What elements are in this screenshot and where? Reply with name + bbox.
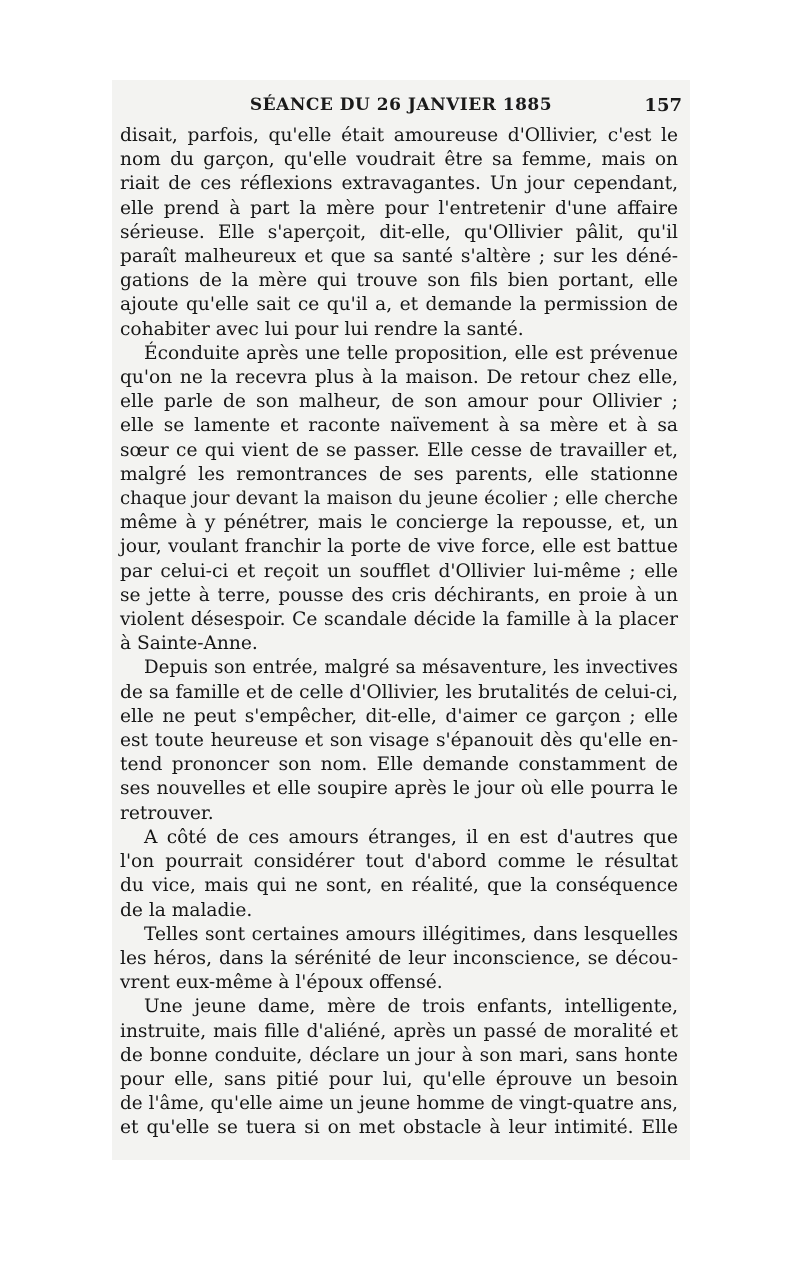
text-line: de l'âme, qu'elle aime un jeune homme de vingt-quatre ans, [120,1093,678,1115]
header-title: SÉANCE DU 26 JANVIER 1885 [249,95,553,115]
text-line: de bonne conduite, déclare un jour à son mari, sans honte [120,1044,678,1066]
text-line: elle se lamente et raconte naïvement à sa mère et à sa [120,415,678,437]
text-line: les héros, dans la sérénité de leur inconscience, se décou- [120,947,678,969]
text-line: du vice, mais qui ne sont, en réalité, que la conséquence [120,875,678,897]
text-line: chaque jour devant la maison du jeune écolier ; elle cherche [120,488,678,510]
text-line: nom du garçon, qu'elle voudrait être sa femme, mais on [120,149,678,171]
text-line: Telles sont certaines amours illégitimes, dans lesquelles [144,923,678,945]
page-number: 157 [644,95,682,116]
text-line: pour elle, sans pitié pour lui, qu'elle éprouve un besoin [120,1068,678,1090]
text-line: est toute heureuse et son visage s'épanouit dès qu'elle en- [120,730,678,752]
text-line: Éconduite après une telle proposition, elle est prévenue [144,342,678,364]
text-line: qu'on ne la recevra plus à la maison. De retour chez elle, [120,367,678,389]
text-line: se jette à terre, pousse des cris déchirants, en proie à un [120,584,678,606]
text-line: jour, voulant franchir la porte de vive force, elle est battue [120,536,678,558]
text-line: Depuis son entrée, malgré sa mésaventure, les invectives [144,657,678,679]
text-line: retrouver. [120,802,214,824]
text-line: riait de ces réflexions extravagantes. Un jour cependant, [120,173,678,195]
text-line: instruite, mais fille d'aliéné, après un passé de moralité et [120,1020,678,1042]
text-line: même à y pénétrer, mais le concierge la repousse, et, un [120,512,678,534]
text-line: l'on pourrait considérer tout d'abord comme le résultat [120,851,678,873]
text-line: de la maladie. [120,899,253,921]
text-line: de sa famille et de celle d'Ollivier, les brutalités de celui-ci, [120,681,678,703]
text-line: par celui-ci et reçoit un soufflet d'Ollivier lui-même ; elle [120,560,678,582]
text-line: ses nouvelles et elle soupire après le jour où elle pourra le [120,778,678,800]
text-line: sœur ce qui vient de se passer. Elle cesse de travailler et, [120,439,678,461]
text-line: violent désespoir. Ce scandale décide la famille à la placer [120,609,678,631]
text-line: et qu'elle se tuera si on met obstacle à leur intimité. Elle [120,1117,678,1139]
text-line: Une jeune dame, mère de trois enfants, intelligente, [144,996,678,1018]
text-line: sérieuse. Elle s'aperçoit, dit-elle, qu'Ollivier pâlit, qu'il [120,221,678,243]
text-line: ajoute qu'elle sait ce qu'il a, et demande la permission de [120,294,678,316]
text-line: gations de la mère qui trouve son fils bien portant, elle [120,270,678,292]
text-line: vrent eux-même à l'époux offensé. [120,972,443,994]
text-line: à Sainte-Anne. [120,633,258,655]
text-line: elle prend à part la mère pour l'entretenir d'une affaire [120,197,678,219]
text-line: A côté de ces amours étranges, il en est d'autres que [144,826,678,848]
text-line: malgré les remontrances de ses parents, elle stationne [120,463,678,485]
running-header [120,95,682,121]
text-line: tend prononcer son nom. Elle demande constamment de [120,754,678,776]
text-line: cohabiter avec lui pour lui rendre la santé. [120,318,524,340]
text-line: elle ne peut s'empêcher, dit-elle, d'aimer ce garçon ; elle [120,705,678,727]
text-line: paraît malheureux et que sa santé s'altère ; sur les déné- [120,246,678,268]
text-line: disait, parfois, qu'elle était amoureuse d'Ollivier, c'est le [120,125,678,146]
text-line: elle parle de son malheur, de son amour pour Ollivier ; [120,391,678,413]
body-text [120,124,678,1141]
